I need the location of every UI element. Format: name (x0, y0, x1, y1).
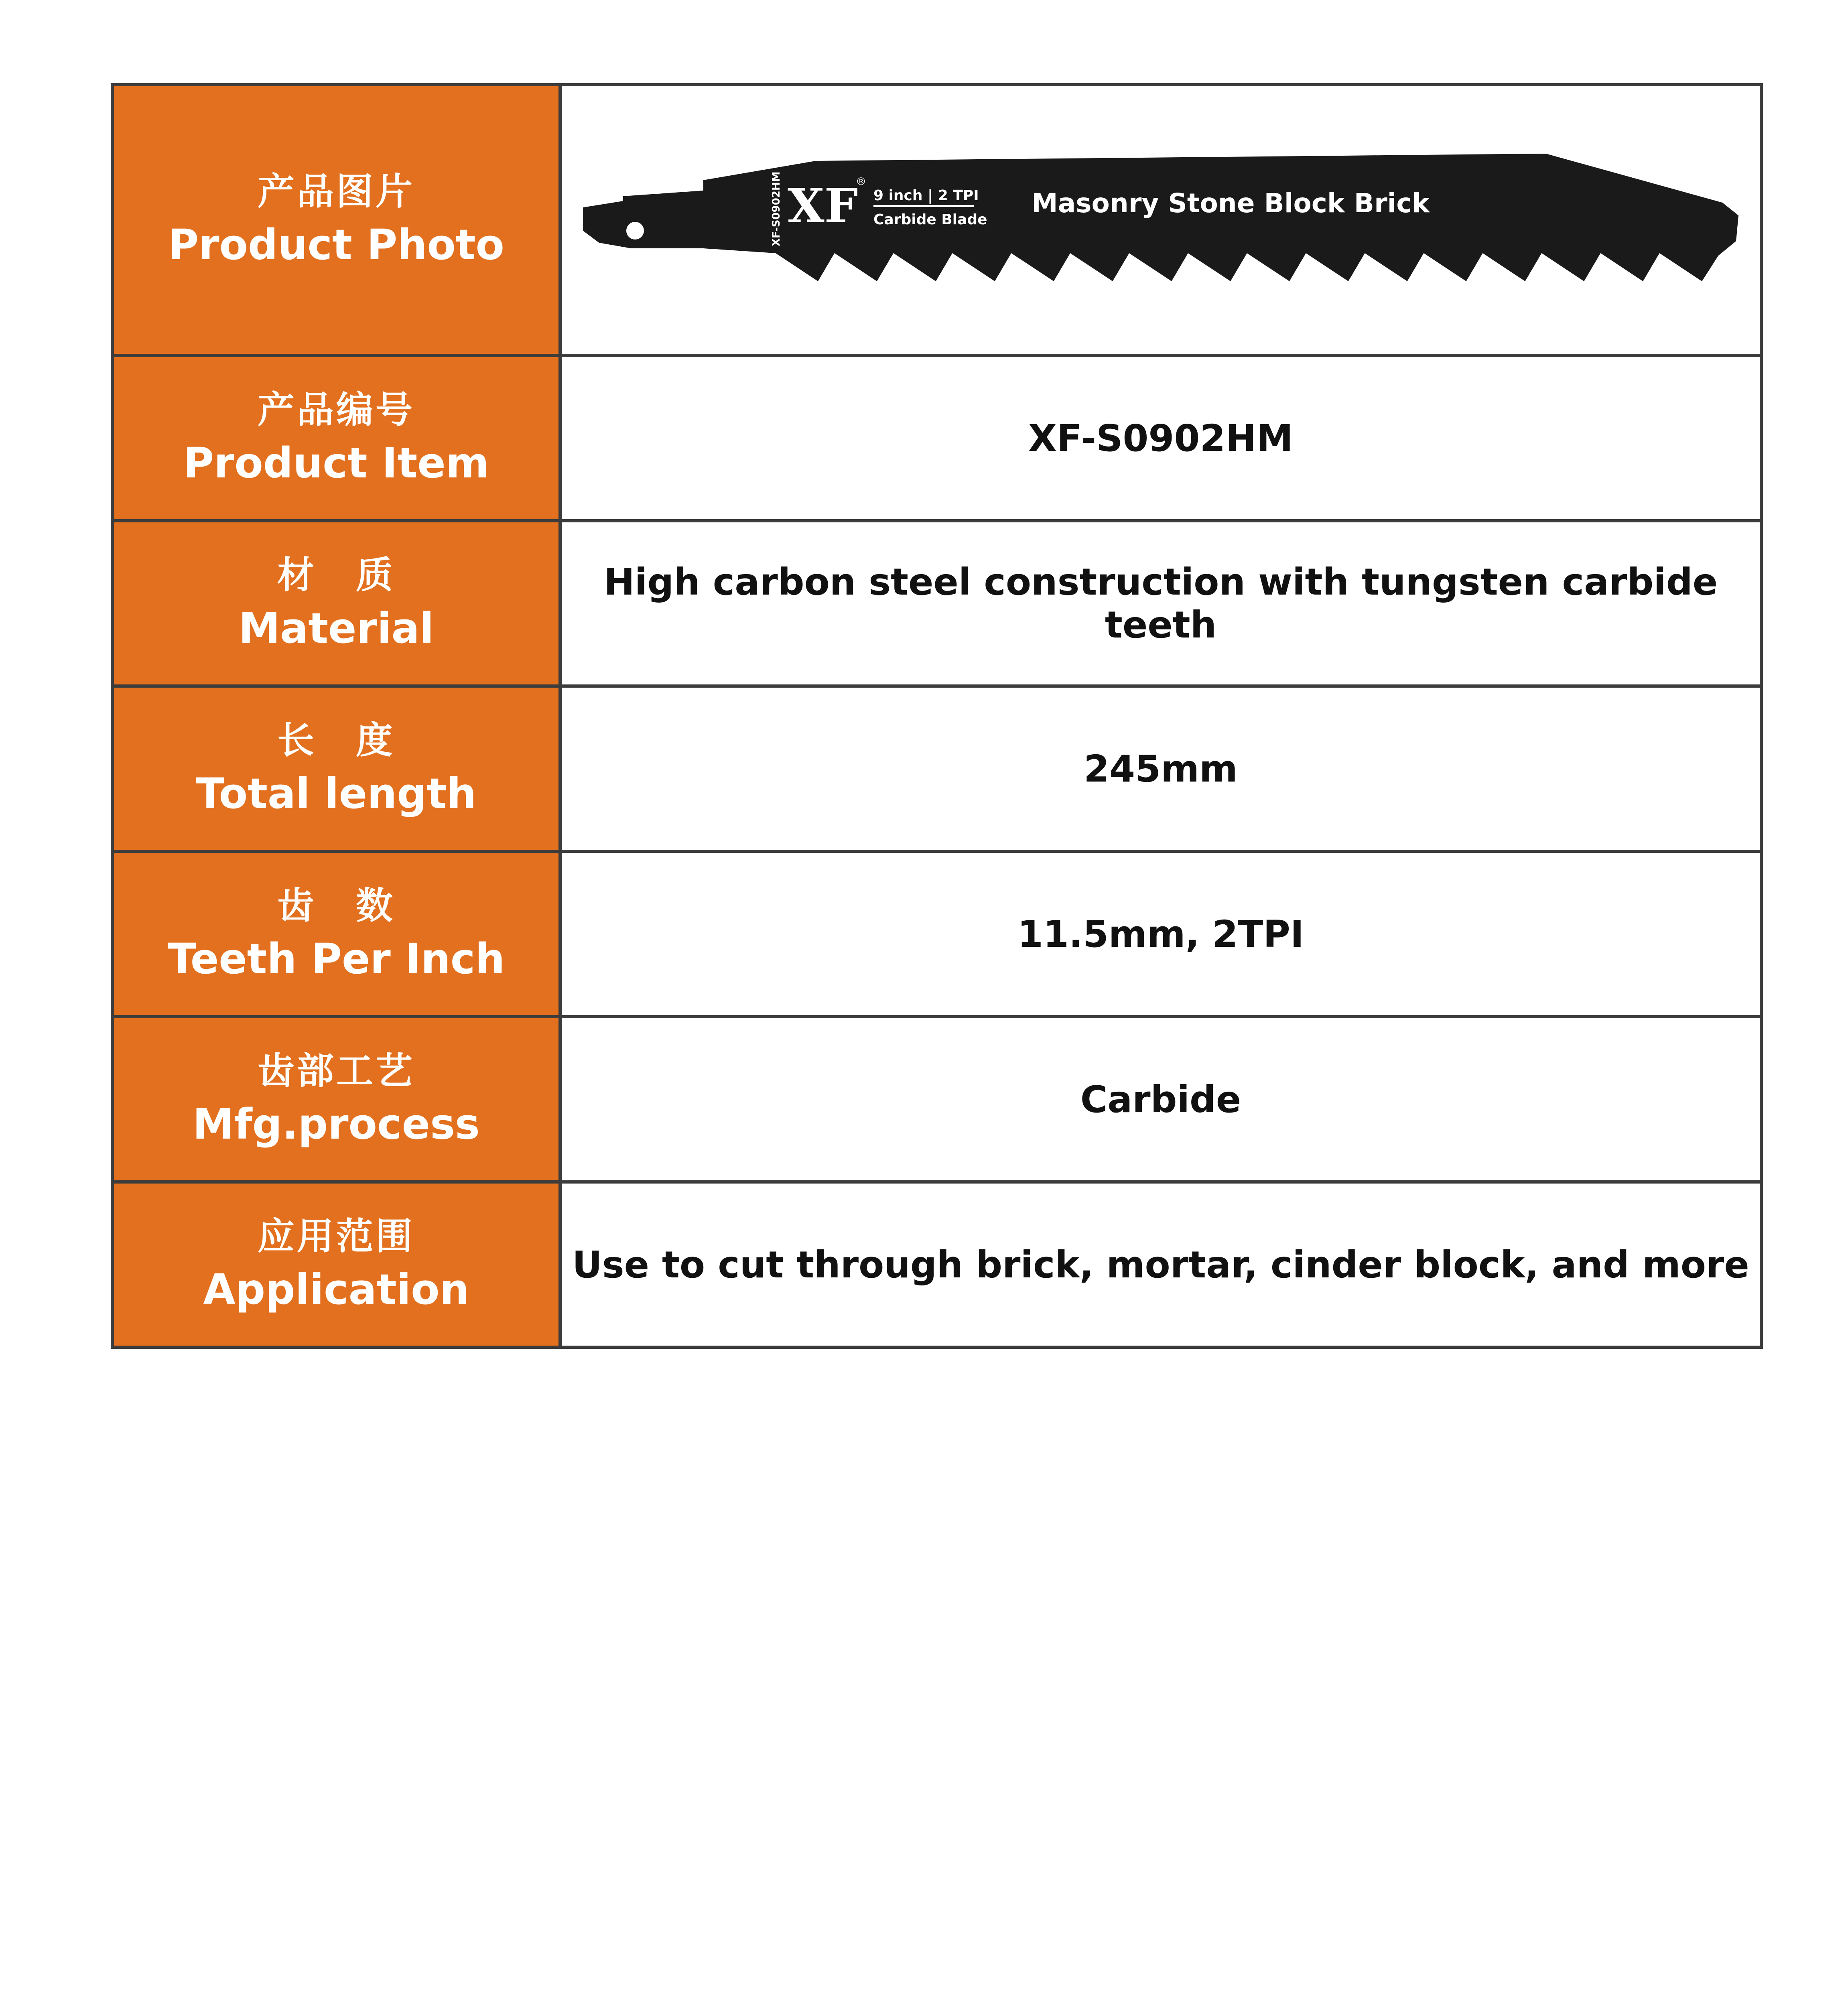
blade-divider-line (873, 205, 974, 207)
blade-title-text: Masonry Stone Block Brick (1032, 187, 1430, 219)
blade-brand-logo: XF (788, 177, 858, 233)
row-product-item (112, 355, 1761, 521)
row-application (112, 1182, 1761, 1347)
spec-table (111, 83, 1763, 1349)
row-teeth-per-inch (112, 851, 1761, 1017)
saw-blade-image (583, 148, 1738, 292)
label-en: Material (238, 603, 434, 653)
value-cell: 245mm (560, 686, 1761, 851)
label-zh: 材 质 (277, 553, 395, 597)
label-cell (112, 1017, 560, 1182)
blade-size-text: 9 inch | 2 TPI (873, 187, 979, 204)
product-photo-cell (560, 85, 1761, 355)
value-cell: XF-S0902HM (560, 355, 1761, 521)
label-en: Teeth Per Inch (167, 934, 505, 983)
blade-item-code: XF-S0902HM (770, 171, 782, 246)
blade-type-text: Carbide Blade (873, 211, 987, 228)
label-en: Product Item (183, 438, 489, 487)
label-en: Total length (196, 769, 477, 818)
label-zh: 产品编号 (257, 388, 415, 431)
label-en: Product Photo (168, 220, 504, 270)
label-zh: 齿部工艺 (257, 1049, 415, 1092)
value-cell: High carbon steel construction with tungsten carbide teeth (560, 521, 1761, 686)
label-cell (112, 1182, 560, 1347)
label-zh: 齿 数 (277, 884, 395, 927)
label-zh: 产品图片 (257, 170, 415, 213)
label-cell (112, 851, 560, 1017)
label-cell (112, 355, 560, 521)
row-total-length (112, 686, 1761, 851)
label-zh: 长 度 (277, 719, 395, 762)
blade-mount-hole (626, 222, 644, 240)
registered-mark: ® (856, 175, 866, 188)
value-cell: Carbide (560, 1017, 1761, 1182)
label-cell (112, 686, 560, 851)
value-cell: Use to cut through brick, mortar, cinder block, and more (560, 1182, 1761, 1347)
label-en: Application (203, 1265, 469, 1314)
label-cell (112, 521, 560, 686)
label-en: Mfg.process (193, 1099, 480, 1149)
label-cell (112, 85, 560, 355)
row-material (112, 521, 1761, 686)
row-mfg-process (112, 1017, 1761, 1182)
row-product-photo (112, 85, 1761, 355)
value-cell: 11.5mm, 2TPI (560, 851, 1761, 1017)
label-zh: 应用范围 (257, 1214, 415, 1258)
